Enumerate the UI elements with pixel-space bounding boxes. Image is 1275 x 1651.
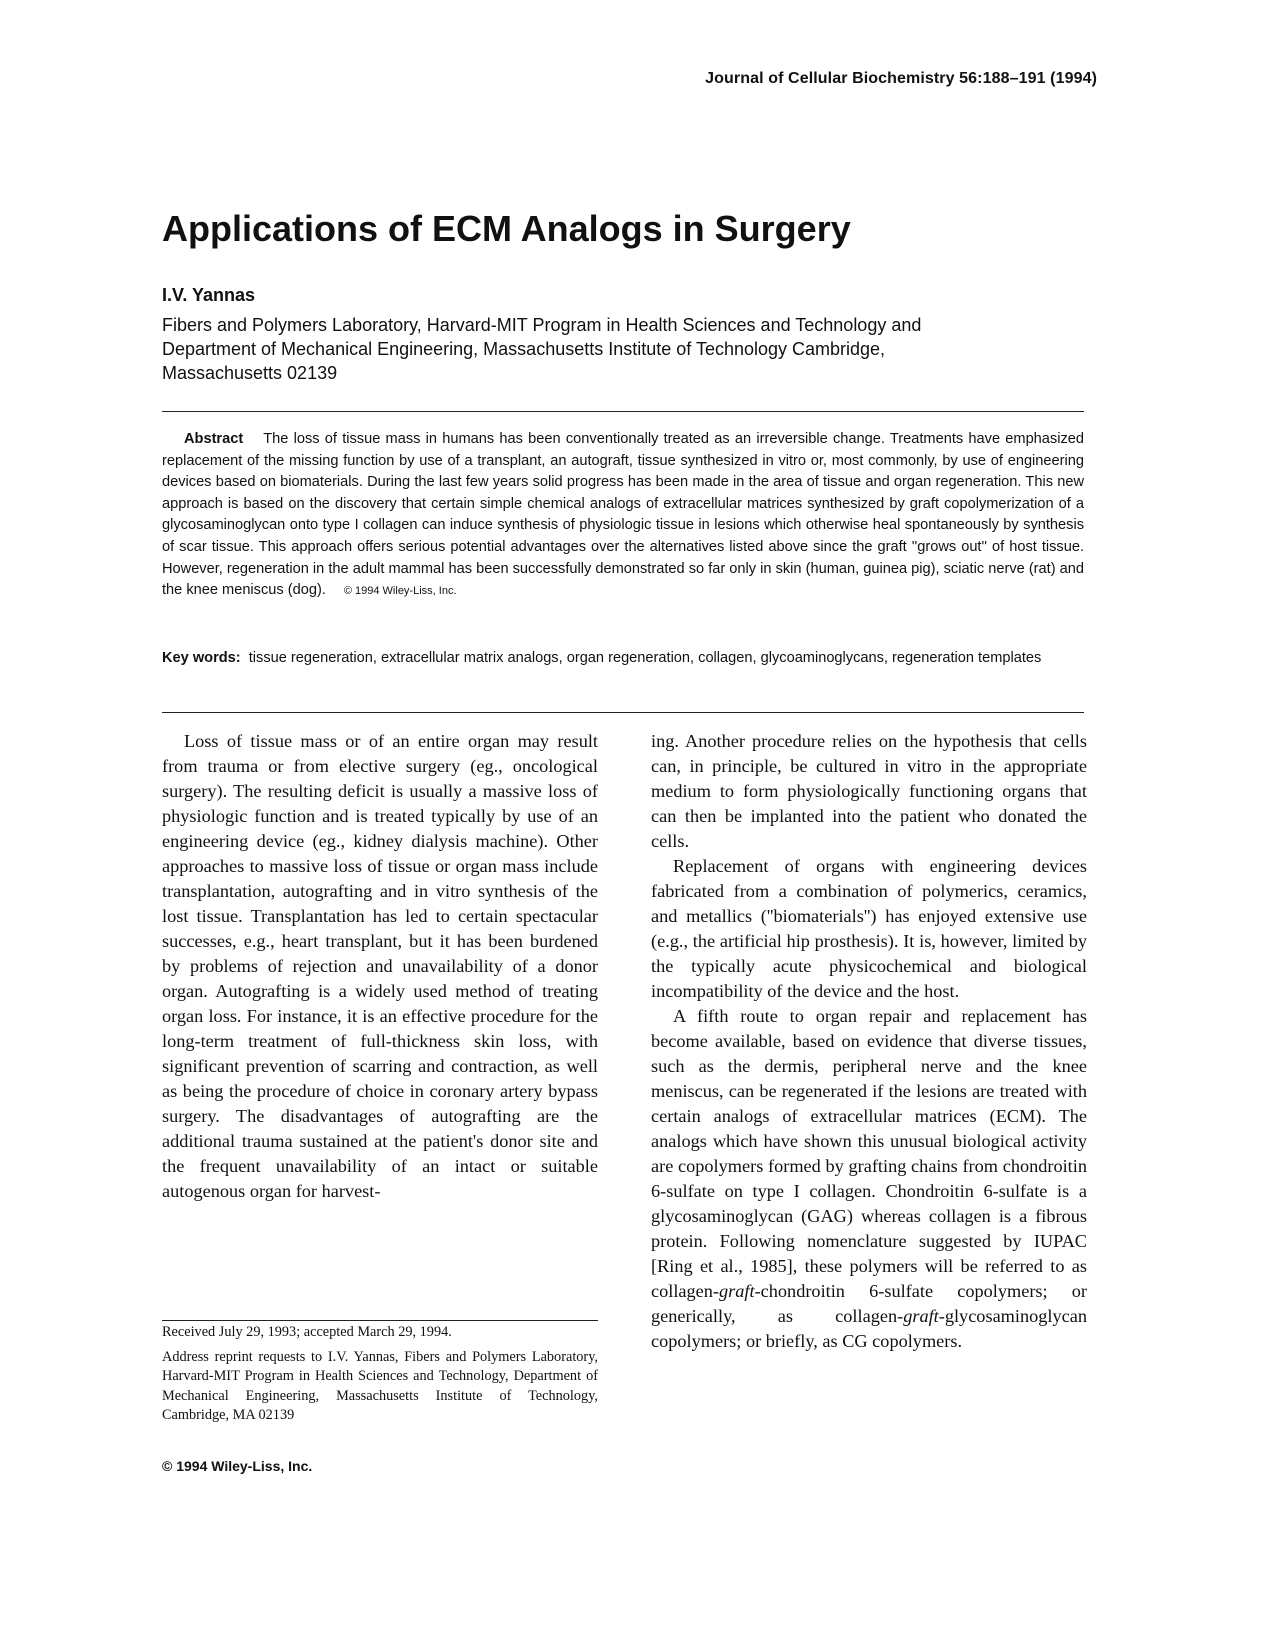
keywords <box>162 648 1084 670</box>
footnotes <box>162 1323 598 1431</box>
keywords-heading: Key words: <box>162 650 241 666</box>
abstract-text: The loss of tissue mass in humans has been conventionally treated as an irreversible change. Treatments have emphasized replacement of the missing function by use of a transplant, an autograft, tissue synthesized in vitro or, most commonly, by use of engineering devices based on biomaterials. During the last few years solid progress has been made in the area of tissue and organ regeneration. This new approach is based on the discovery that certain simple chemical analogs of extracellular matrices synthesized by graft copolymerization of a glycosaminoglycan onto type I collagen can induce synthesis of physiologic tissue in lesions which otherwise heal spontaneously by synthesis of scar tissue. This approach offers serious potential advantages over the alternatives listed above since the graft ''grows out'' of host tissue. However, regeneration in the adult mammal has been successfully demonstrated so far only in skin (human, guinea pig), sciatic nerve (rat) and the knee meniscus (dog). <box>162 431 1084 599</box>
page-copyright: © 1994 Wiley-Liss, Inc. <box>162 1458 313 1474</box>
affiliation-line: Massachusetts 02139 <box>162 363 338 383</box>
affiliation-line: Fibers and Polymers Laboratory, Harvard-MIT Program in Health Sciences and Technology and <box>162 315 922 335</box>
body-paragraph: Replacement of organs with engineering devices fabricated from a combination of polymerics, ceramics, and metallics (''biomaterials'') has enjoyed extensive use (e.g., the artificial hip prosthesis). It is, however, limited by the typically acute physicochemical and biological incompatibility of the device and the host. <box>651 856 1087 1001</box>
paragraph-text: A fifth route to organ repair and replacement has become available, based on evidence that diverse tissues, such as the dermis, peripheral nerve and the knee meniscus, can be regenerated if the lesions are treated with certain analogs of extracellular matrices (ECM). The analogs which have shown this unusual biological activity are copolymers formed by grafting chains from chondroitin 6-sulfate on type I collagen. Chondroitin 6-sulfate is a glycosaminoglycan (GAG) whereas collagen is a fibrous protein. Following nomenclature suggested by IUPAC [Ring et al., 1985], these polymers will be referred to as collagen- <box>651 1006 1087 1301</box>
keywords-text: tissue regeneration, extracellular matrix analogs, organ regeneration, collagen, glycoaminoglycans, regeneration templates <box>248 650 1042 666</box>
reprint-address-note: Address reprint requests to I.V. Yannas, Fibers and Polymers Laboratory, Harvard-MIT Program in Health Sciences and Technology, Department of Mechanical Engineering, Massachusetts Institute of Technology, Cambridge, MA 02139 <box>162 1348 598 1424</box>
body-column-right <box>651 729 1087 1354</box>
italic-term: graft <box>719 1281 755 1301</box>
body-paragraph: ing. Another procedure relies on the hypothesis that cells can, in principle, be cultured in vitro in the appropriate medium to form physiologically functioning organs that can then be implanted into the patient who donated the cells. <box>651 731 1087 851</box>
footnote-rule <box>162 1320 598 1321</box>
author-name: I.V. Yannas <box>162 285 256 305</box>
abstract-copyright: © 1994 Wiley-Liss, Inc. <box>343 585 457 598</box>
abstract <box>162 429 1084 603</box>
journal-citation: Journal of Cellular Biochemistry 56:188–191 (1994) <box>705 70 1097 87</box>
italic-term: graft <box>903 1306 939 1326</box>
paragraph-text: -chondroitin 6-sulfate copolymers; or generically, as collagen- <box>651 1281 1087 1326</box>
paragraph-text: -glycosaminoglycan copolymers; or briefly, as CG copolymers. <box>651 1306 1087 1351</box>
body-paragraph: Loss of tissue mass or of an entire organ may result from trauma or from elective surgery (eg., oncological surgery). The resulting deficit is usually a massive loss of physiologic function and is treated typically by use of an engineering device (eg., kidney dialysis machine). Other approaches to massive loss of tissue or organ mass include transplantation, autografting and in vitro synthesis of the lost tissue. Transplantation has led to certain spectacular successes, e.g., heart transplant, but it has been burdened by problems of rejection and unavailability of a donor organ. Autografting is a widely used method of treating organ loss. For instance, it is an effective procedure for the long-term treatment of full-thickness skin loss, with significant prevention of scarring and contraction, as well as being the procedure of choice in coronary artery bypass surgery. The disadvantages of autografting are the additional trauma sustained at the patient's donor site and the frequent unavailability of an intact or suitable autogenous organ for harvest- <box>162 731 598 1201</box>
affiliation-line: Department of Mechanical Engineering, Massachusetts Institute of Technology Cambridge, <box>162 339 886 359</box>
author-affiliation <box>162 313 1062 385</box>
body-paragraph <box>651 1004 1087 1354</box>
received-note: Received July 29, 1993; accepted March 29, 1994. <box>162 1324 452 1340</box>
abstract-top-rule <box>162 411 1084 412</box>
body-column-left <box>162 729 598 1204</box>
abstract-bottom-rule <box>162 712 1084 713</box>
paper-title: Applications of ECM Analogs in Surgery <box>162 208 851 249</box>
abstract-heading: Abstract <box>184 431 244 447</box>
